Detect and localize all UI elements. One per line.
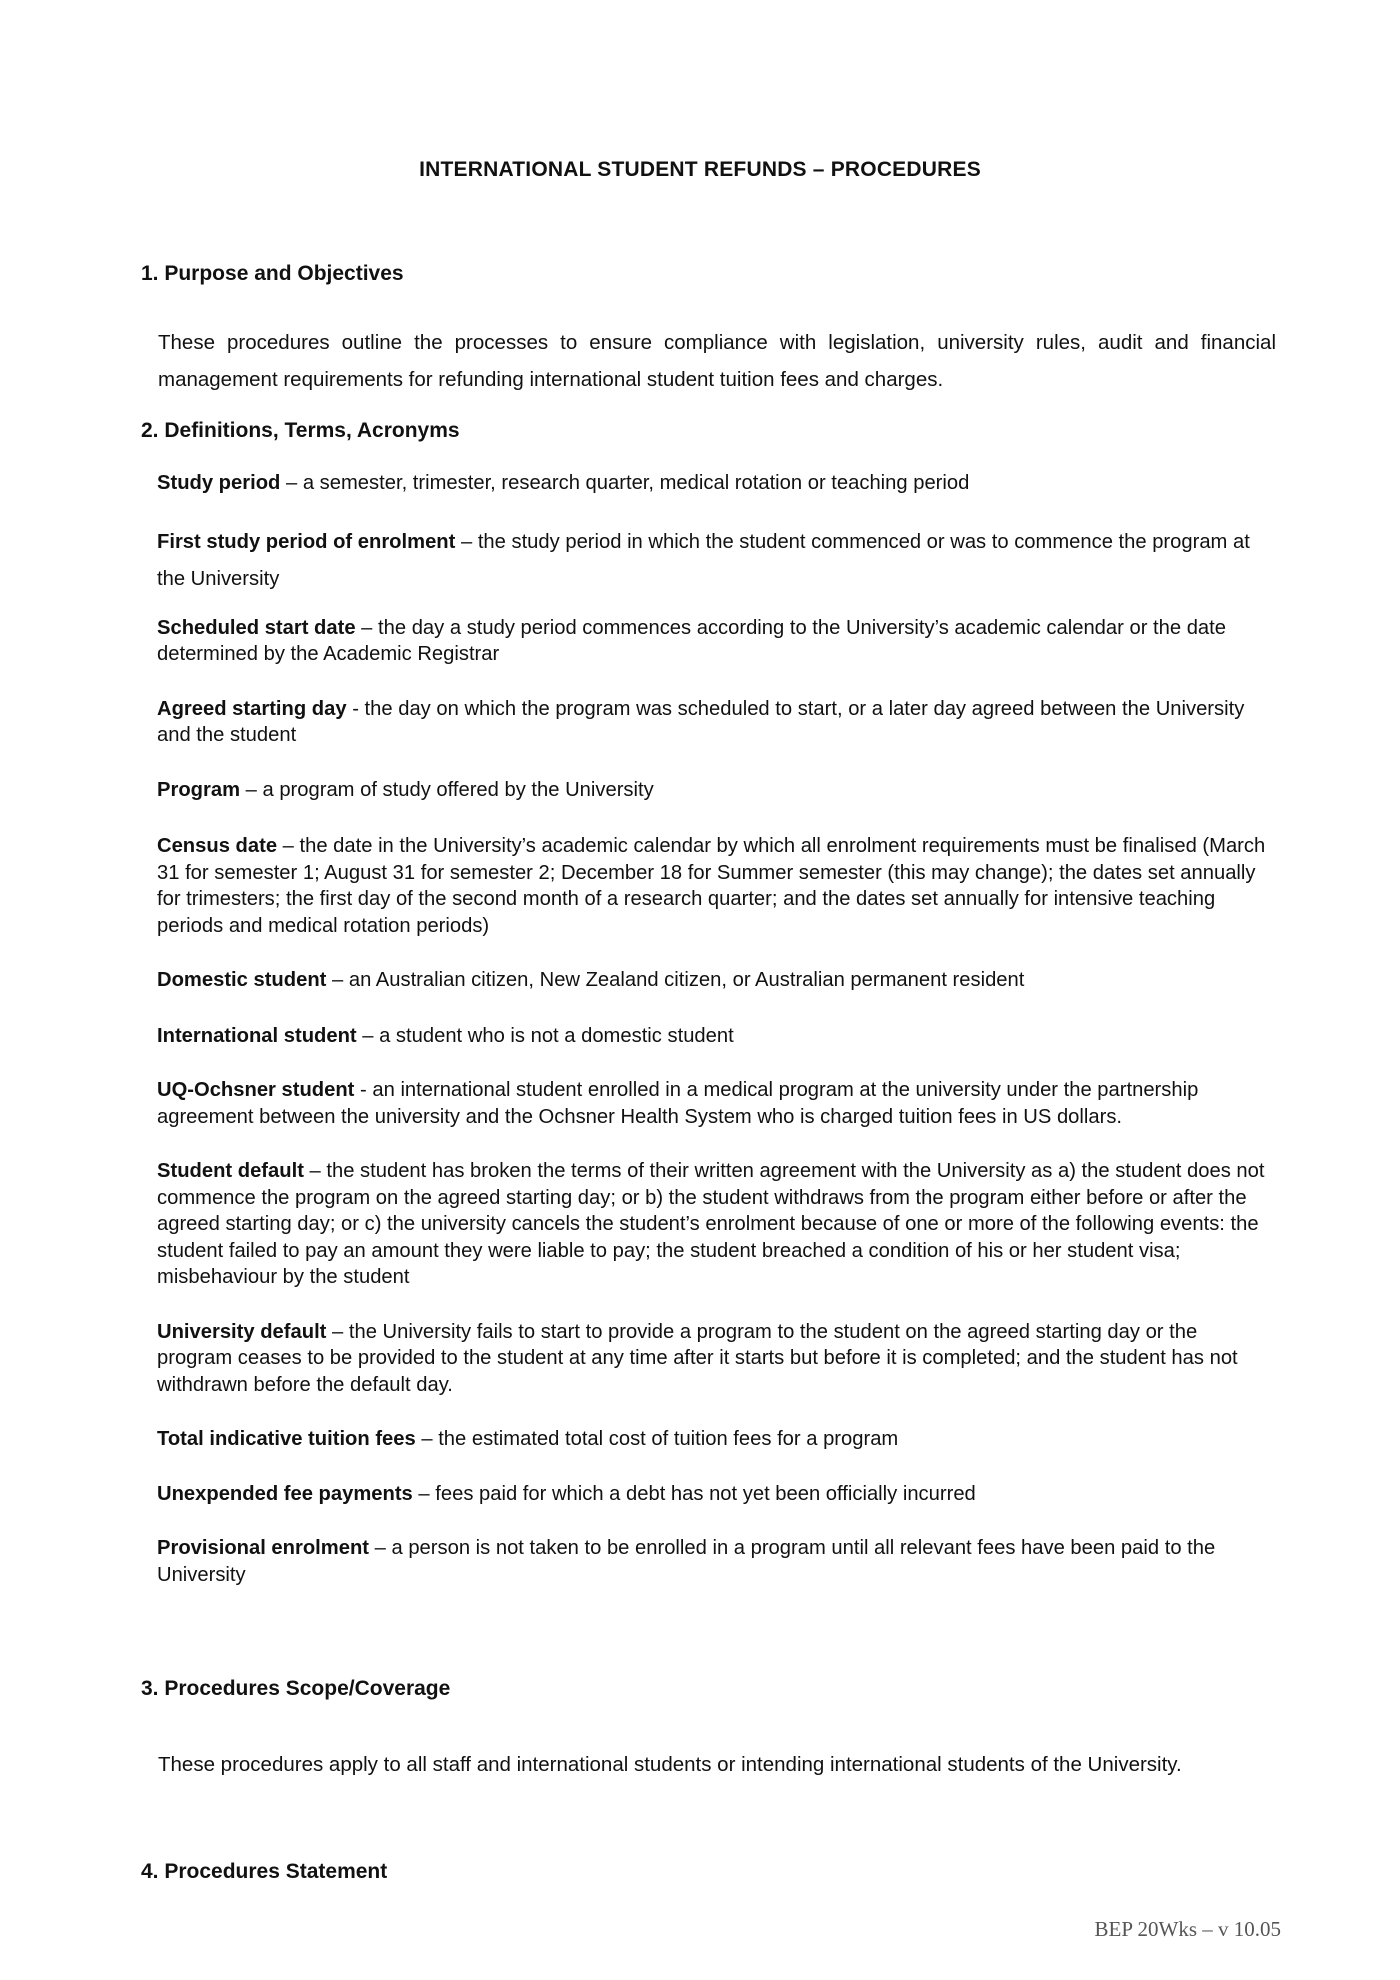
definition-term: First study period of enrolment [157,530,456,553]
definition-text: the study period in which the student commenced or was to commence the program at the University [157,530,1250,590]
definition-item [157,967,1277,994]
footer-version-label: BEP 20Wks – v 10.05 [1094,1917,1281,1941]
definition-item [157,1426,1277,1453]
definition-item [157,833,1277,939]
section-heading-scope: 3. Procedures Scope/Coverage [141,1677,451,1700]
definition-separator: – [326,1320,349,1343]
definition-text: an Australian citizen, New Zealand citizen, or Australian permanent resident [348,969,1025,991]
definition-separator: - [346,697,365,720]
definition-text: an international student enrolled in a medical program at the university under the partnership agreement between the university and the Ochsner Health System who is charged tuition fees in US dollars. [157,1079,1199,1128]
definition-item [157,1158,1277,1291]
definition-separator: – [277,835,300,857]
definition-item [157,524,1277,598]
definition-text: a semester, trimester, research quarter, medical rotation or teaching period [302,472,970,494]
definition-separator: – [415,1428,439,1450]
definition-term: Unexpended fee payments [157,1482,413,1505]
definition-separator: – [369,1537,392,1559]
definition-term: Student default [157,1160,304,1182]
definition-text: a person is not taken to be enrolled in a program until all relevant fees have been paid to the University [157,1537,1216,1586]
document-title: INTERNATIONAL STUDENT REFUNDS – PROCEDURES [419,158,981,181]
definition-text: the day a study period commences according to the University’s academic calendar or the date determined by the Academic Registrar [157,616,1226,665]
definition-term: Provisional enrolment [157,1537,370,1559]
definition-term: Total indicative tuition fees [157,1428,416,1450]
definition-term: Census date [157,835,278,857]
definition-item [157,1319,1277,1399]
definition-term: Domestic student [157,969,327,991]
definition-text: the estimated total cost of tuition fees for a program [438,1428,899,1450]
section-heading-definitions: 2. Definitions, Terms, Acronyms [141,419,460,442]
definition-item [157,615,1277,668]
definition-item [157,777,1277,804]
purpose-paragraph: These procedures outline the processes to ensure compliance with legislation, university rules, audit and financial management requirements for refunding international student tuition fees and charges. [158,331,1276,391]
definition-separator: – [355,616,379,639]
definition-text: a program of study offered by the University [262,778,654,801]
section-heading-statement: 4. Procedures Statement [141,1860,388,1883]
definition-text: a student who is not a domestic student [379,1024,734,1047]
definition-item [157,1023,1277,1050]
definition-item [157,1481,1277,1508]
definition-text: the date in the University’s academic calendar by which all enrolment requirements must be finalised (March 31 for semester 1; August 31 for semester 2; December 18 for Summer semester (this may change); the dates set annually for trimesters; the first day of the second month of a research quarter; and the dates set annually for intensive teaching periods and medical rotation periods) [157,835,1266,937]
definitions-list [157,470,1277,1588]
definition-item [157,696,1277,749]
scope-paragraph: These procedures apply to all staff and international students or intending international students of the University. [158,1753,1182,1776]
definition-term: Study period [157,472,281,494]
definition-term: Scheduled start date [157,616,356,639]
definition-text: the University fails to start to provide a program to the student on the agreed starting day or the program ceases to be provided to the student at any time after it starts but before it is completed; and the student has not withdrawn before the default day. [157,1320,1238,1396]
definition-item [157,1077,1277,1130]
definition-text: the day on which the program was scheduled to start, or a later day agreed between the University and the student [157,697,1245,746]
section-heading-purpose: 1. Purpose and Objectives [141,262,404,285]
definition-separator: – [356,1024,380,1047]
definition-item [157,470,1277,497]
definition-text: the student has broken the terms of their written agreement with the University as a) the student does not commence the program on the agreed starting day; or b) the student withdraws from the program either before or after the agreed starting day; or c) the university cancels the student’s enrolment because of one or more of the following events: the student failed to pay an amount they were liable to pay; the student breached a condition of his or her student visa; misbehaviour by the student [157,1160,1265,1288]
definition-term: Agreed starting day [157,697,347,720]
definition-separator: – [455,530,478,553]
definition-term: Program [157,778,241,801]
definition-separator: – [303,1160,327,1182]
definition-separator: - [354,1079,373,1101]
definition-term: University default [157,1320,327,1343]
definition-separator: – [240,778,263,801]
definition-separator: – [326,969,349,991]
definition-term: UQ-Ochsner student [157,1079,355,1101]
definition-item [157,1535,1277,1588]
definition-separator: – [412,1482,436,1505]
definition-term: International student [157,1024,357,1047]
definition-text: fees paid for which a debt has not yet been officially incurred [435,1482,976,1505]
definition-separator: – [280,472,303,494]
